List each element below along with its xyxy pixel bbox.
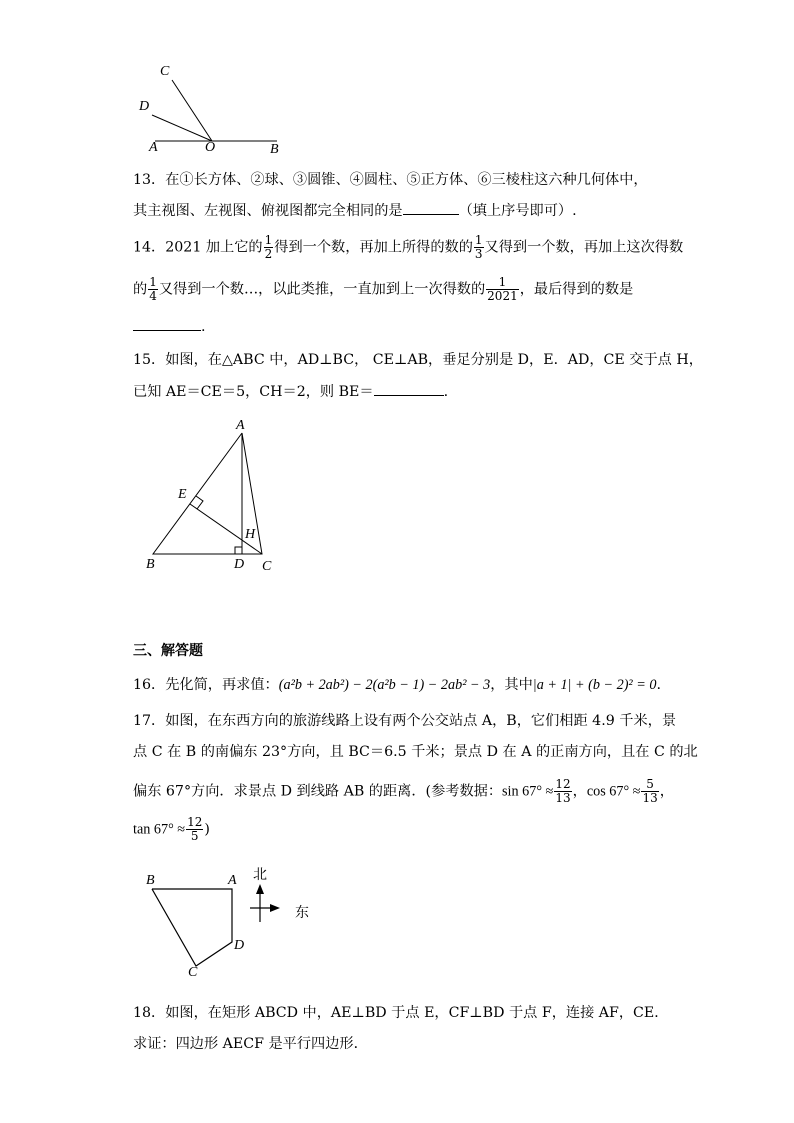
q14-line3: . (133, 316, 206, 337)
compass-north-arrow (256, 884, 264, 894)
label-b: B (270, 142, 279, 157)
label-a: A (149, 140, 158, 155)
label-h: H (245, 527, 256, 542)
compass-east-arrow (270, 904, 280, 912)
label-b: B (146, 873, 155, 888)
expression: (a²b + 2ab²) − 2(a²b − 1) − 2ab² − 3 (278, 677, 491, 693)
answer-blank[interactable] (133, 316, 201, 331)
label-d: D (234, 557, 245, 572)
q13-line2: 其主视图、左视图、俯视图都完全相同的是 （填上序号即可）. (133, 200, 577, 221)
label-e: E (178, 487, 187, 502)
triangle-figure (140, 420, 290, 580)
label-b: B (146, 557, 155, 572)
q18-line1: 18．如图，在矩形 ABCD 中，AE⊥BD 于点 E，CF⊥BD 于点 F，连接 AF，CE． (133, 1005, 669, 1021)
answer-blank[interactable] (374, 381, 444, 396)
q14-line2: 的 $\frac{1}{4}$ 又得到一个数…，以此类推，一直加到上一次得数的 $\frac{1}{2021}$ ，最后得到的数是 (133, 275, 634, 303)
section-heading: 三、解答题 (133, 643, 203, 659)
fraction: $\frac{12}{5}$ (187, 815, 203, 843)
north-label: 北 (253, 867, 267, 883)
q17-line3: 偏东 67°方向．求景点 D 到线路 AB 的距离．(参考数据：sin 67° ≈ $\frac{12}{13}$ ，cos 67° ≈ $\frac{5}{13}$ ， (133, 777, 674, 805)
fraction: $\frac{1}{4}$ (149, 275, 157, 303)
q17-line4: tan 67° ≈ $\frac{12}{5}$ ) (133, 815, 210, 843)
q18-line2: 求证：四边形 AECF 是平行四边形． (133, 1036, 368, 1052)
quadrilateral-figure (140, 870, 310, 980)
label-a: A (236, 418, 245, 433)
answer-blank[interactable] (403, 200, 459, 215)
fraction: $\frac{1}{3}$ (474, 233, 483, 261)
condition: |a + 1| + (b − 2)² = 0 (532, 677, 657, 693)
q15-line2: 已知 AE＝CE＝5，CH＝2，则 BE＝ . (133, 381, 448, 402)
fraction: $\frac{5}{13}$ (642, 777, 658, 805)
q16-line: 16．先化简，再求值：(a²b + 2ab²) − 2(a²b − 1) − 2ab² − 3，其中|a + 1| + (b − 2)² = 0. (133, 677, 661, 693)
east-label: 东 (295, 905, 309, 921)
q17-line2: 点 C 在 B 的南偏东 23°方向，且 BC＝6.5 千米；景点 D 在 A 的正南方向，且在 C 的北 (133, 744, 698, 760)
label-d: D (139, 99, 150, 114)
label-a: A (228, 873, 237, 888)
label-c: C (160, 64, 170, 79)
label-c: C (188, 965, 198, 980)
q15-line1: 15．如图，在△ABC 中，AD⊥BC， CE⊥AB，垂足分别是 D，E．AD，CE 交于点 H， (133, 352, 703, 368)
quad-bacd (152, 889, 232, 966)
fraction: $\frac{12}{13}$ (555, 777, 571, 805)
fraction: $\frac{1}{2}$ (264, 233, 273, 261)
label-o: O (205, 140, 216, 155)
right-angle-d (235, 547, 242, 554)
q14-line1: 14．2021 加上它的 $\frac{1}{2}$ 得到一个数，再加上所得的数的 $\frac{1}{3}$ 又得到一个数，再加上这次得数 (133, 233, 684, 261)
q17-line1: 17．如图，在东西方向的旅游线路上设有两个公交站点 A，B，它们相距 4.9 千米，景 (133, 713, 677, 729)
right-angle-e (196, 496, 203, 509)
fraction: $\frac{1}{2021}$ (487, 275, 518, 303)
label-c: C (262, 559, 272, 574)
q13-line1: 13．在①长方体、②球、③圆锥、④圆柱、⑤正方体、⑥三棱柱这六种几何体中， (133, 172, 648, 188)
label-d: D (234, 938, 245, 953)
